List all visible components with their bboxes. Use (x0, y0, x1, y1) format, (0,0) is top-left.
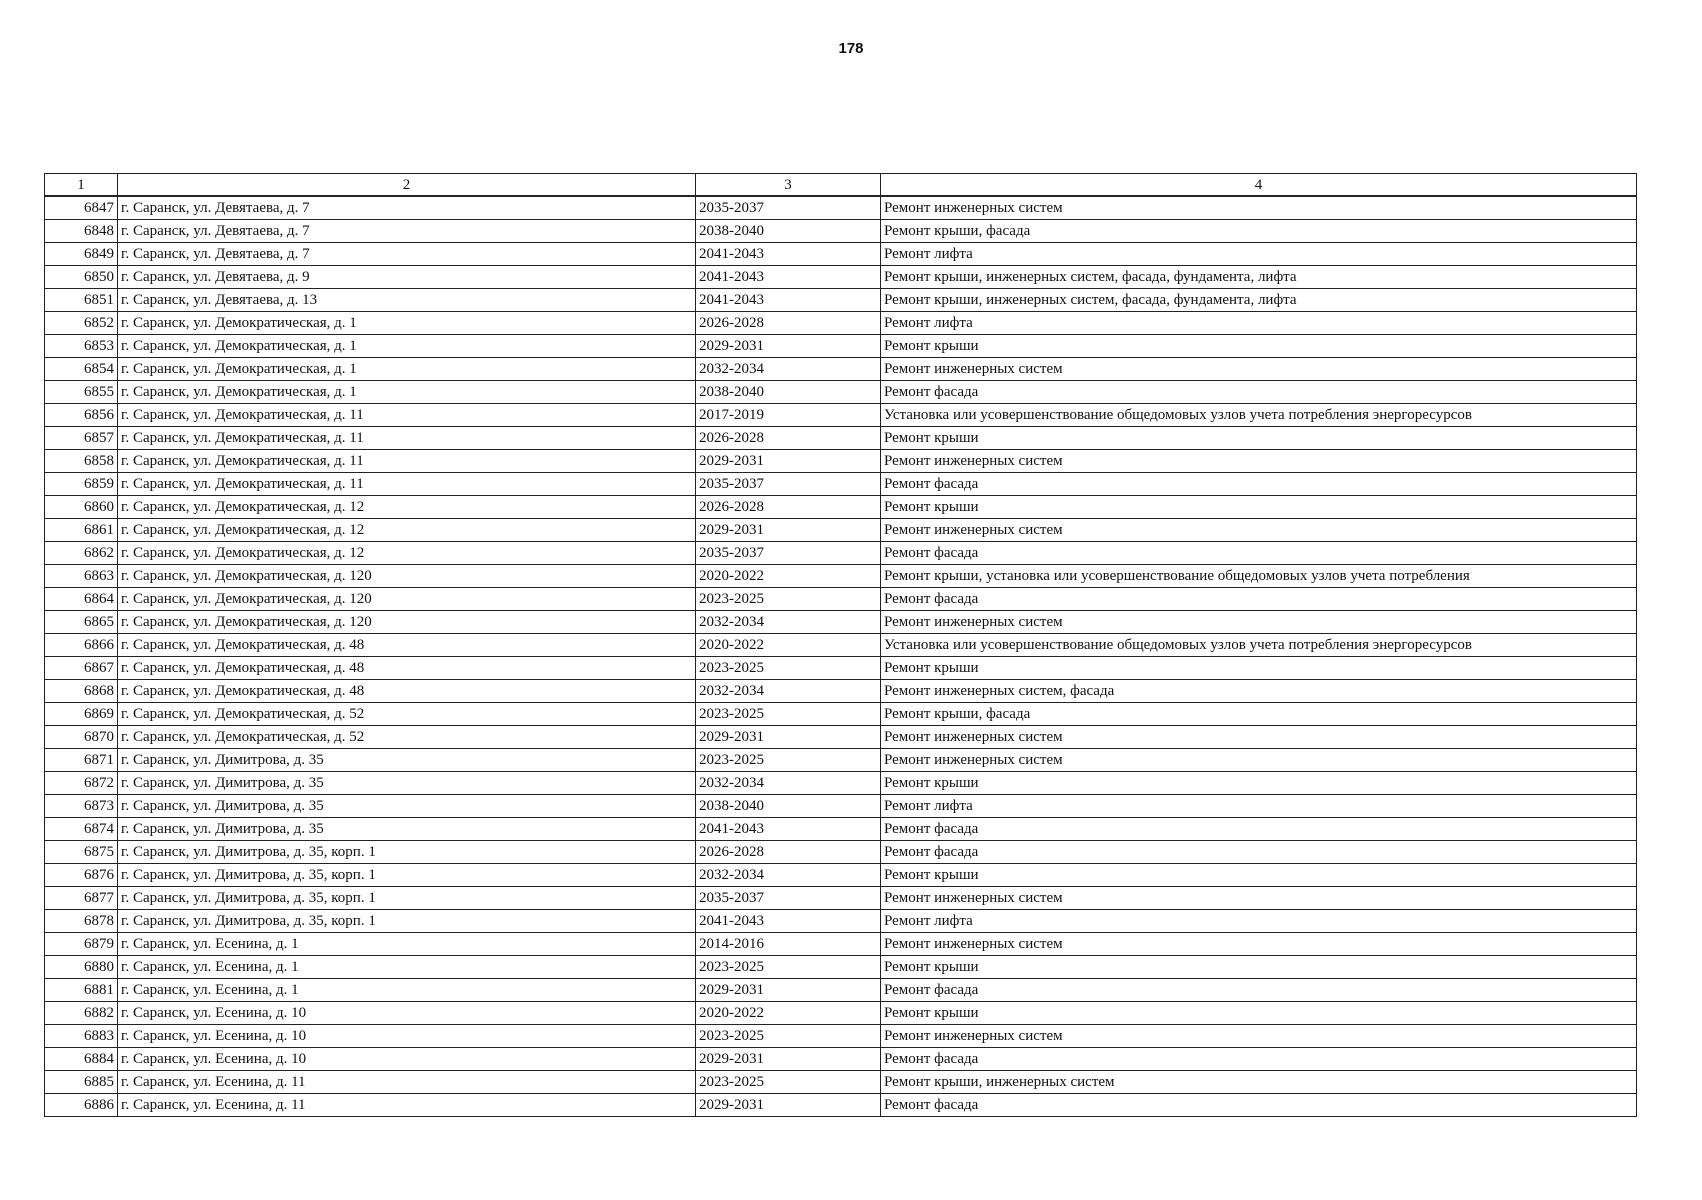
table-row (45, 795, 1637, 818)
table-row (45, 289, 1637, 312)
work-type-cell: Ремонт крыши (881, 657, 1637, 680)
table-row (45, 864, 1637, 887)
column-header-1: 1 (45, 174, 118, 197)
address-cell: г. Саранск, ул. Димитрова, д. 35 (118, 795, 696, 818)
period-cell: 2023-2025 (696, 749, 881, 772)
address-cell: г. Саранск, ул. Демократическая, д. 120 (118, 588, 696, 611)
row-number-cell: 6867 (45, 657, 118, 680)
work-type-cell: Установка или усовершенствование общедомовых узлов учета потребления энергоресурсов (881, 634, 1637, 657)
work-type-cell: Ремонт крыши, инженерных систем (881, 1071, 1637, 1094)
work-type-cell: Ремонт фасада (881, 588, 1637, 611)
period-cell: 2023-2025 (696, 657, 881, 680)
row-number-cell: 6858 (45, 450, 118, 473)
address-cell: г. Саранск, ул. Девятаева, д. 13 (118, 289, 696, 312)
work-type-cell: Ремонт инженерных систем (881, 519, 1637, 542)
work-type-cell: Ремонт крыши, инженерных систем, фасада, фундамента, лифта (881, 266, 1637, 289)
work-type-cell: Ремонт лифта (881, 243, 1637, 266)
work-type-cell: Ремонт фасада (881, 841, 1637, 864)
work-type-cell: Ремонт крыши, фасада (881, 703, 1637, 726)
table-row (45, 266, 1637, 289)
row-number-cell: 6849 (45, 243, 118, 266)
table-row (45, 611, 1637, 634)
table-row (45, 657, 1637, 680)
row-number-cell: 6883 (45, 1025, 118, 1048)
work-type-cell: Ремонт инженерных систем (881, 611, 1637, 634)
address-cell: г. Саранск, ул. Демократическая, д. 11 (118, 427, 696, 450)
period-cell: 2029-2031 (696, 1048, 881, 1071)
period-cell: 2032-2034 (696, 680, 881, 703)
row-number-cell: 6885 (45, 1071, 118, 1094)
period-cell: 2026-2028 (696, 496, 881, 519)
address-cell: г. Саранск, ул. Демократическая, д. 1 (118, 381, 696, 404)
period-cell: 2014-2016 (696, 933, 881, 956)
work-type-cell: Ремонт лифта (881, 312, 1637, 335)
table-row (45, 473, 1637, 496)
row-number-cell: 6866 (45, 634, 118, 657)
table-row (45, 1048, 1637, 1071)
address-cell: г. Саранск, ул. Девятаева, д. 7 (118, 196, 696, 220)
table-row (45, 404, 1637, 427)
repair-schedule-table (44, 173, 1637, 1117)
table-row (45, 887, 1637, 910)
table-body (45, 196, 1637, 1117)
row-number-cell: 6876 (45, 864, 118, 887)
row-number-cell: 6878 (45, 910, 118, 933)
work-type-cell: Ремонт фасада (881, 381, 1637, 404)
address-cell: г. Саранск, ул. Есенина, д. 1 (118, 979, 696, 1002)
work-type-cell: Ремонт крыши (881, 864, 1637, 887)
table-row (45, 588, 1637, 611)
work-type-cell: Ремонт крыши (881, 956, 1637, 979)
table-row (45, 680, 1637, 703)
table-row (45, 335, 1637, 358)
address-cell: г. Саранск, ул. Есенина, д. 11 (118, 1094, 696, 1117)
column-header-2: 2 (118, 174, 696, 197)
period-cell: 2029-2031 (696, 450, 881, 473)
table-row (45, 427, 1637, 450)
address-cell: г. Саранск, ул. Демократическая, д. 120 (118, 611, 696, 634)
period-cell: 2041-2043 (696, 818, 881, 841)
row-number-cell: 6861 (45, 519, 118, 542)
row-number-cell: 6882 (45, 1002, 118, 1025)
row-number-cell: 6875 (45, 841, 118, 864)
table-row (45, 312, 1637, 335)
work-type-cell: Ремонт инженерных систем (881, 887, 1637, 910)
work-type-cell: Установка или усовершенствование общедомовых узлов учета потребления энергоресурсов (881, 404, 1637, 427)
period-cell: 2023-2025 (696, 1025, 881, 1048)
table-row (45, 749, 1637, 772)
table-row (45, 243, 1637, 266)
address-cell: г. Саранск, ул. Есенина, д. 1 (118, 933, 696, 956)
address-cell: г. Саранск, ул. Демократическая, д. 11 (118, 450, 696, 473)
address-cell: г. Саранск, ул. Демократическая, д. 120 (118, 565, 696, 588)
work-type-cell: Ремонт лифта (881, 910, 1637, 933)
work-type-cell: Ремонт инженерных систем (881, 749, 1637, 772)
address-cell: г. Саранск, ул. Есенина, д. 10 (118, 1048, 696, 1071)
period-cell: 2020-2022 (696, 1002, 881, 1025)
work-type-cell: Ремонт фасада (881, 542, 1637, 565)
work-type-cell: Ремонт крыши, инженерных систем, фасада, фундамента, лифта (881, 289, 1637, 312)
table-row (45, 818, 1637, 841)
address-cell: г. Саранск, ул. Демократическая, д. 11 (118, 473, 696, 496)
work-type-cell: Ремонт фасада (881, 1048, 1637, 1071)
work-type-cell: Ремонт инженерных систем (881, 1025, 1637, 1048)
table-row (45, 726, 1637, 749)
column-header-4: 4 (881, 174, 1637, 197)
table-row (45, 979, 1637, 1002)
address-cell: г. Саранск, ул. Есенина, д. 10 (118, 1002, 696, 1025)
period-cell: 2023-2025 (696, 588, 881, 611)
address-cell: г. Саранск, ул. Демократическая, д. 48 (118, 634, 696, 657)
address-cell: г. Саранск, ул. Демократическая, д. 12 (118, 496, 696, 519)
address-cell: г. Саранск, ул. Димитрова, д. 35, корп. 1 (118, 910, 696, 933)
address-cell: г. Саранск, ул. Демократическая, д. 52 (118, 703, 696, 726)
address-cell: г. Саранск, ул. Девятаева, д. 9 (118, 266, 696, 289)
period-cell: 2035-2037 (696, 196, 881, 220)
row-number-cell: 6851 (45, 289, 118, 312)
period-cell: 2029-2031 (696, 519, 881, 542)
address-cell: г. Саранск, ул. Есенина, д. 10 (118, 1025, 696, 1048)
row-number-cell: 6865 (45, 611, 118, 634)
period-cell: 2026-2028 (696, 427, 881, 450)
period-cell: 2041-2043 (696, 289, 881, 312)
address-cell: г. Саранск, ул. Девятаева, д. 7 (118, 220, 696, 243)
period-cell: 2026-2028 (696, 841, 881, 864)
work-type-cell: Ремонт крыши, установка или усовершенствование общедомовых узлов учета потребления (881, 565, 1637, 588)
work-type-cell: Ремонт крыши (881, 427, 1637, 450)
work-type-cell: Ремонт крыши, фасада (881, 220, 1637, 243)
period-cell: 2032-2034 (696, 611, 881, 634)
address-cell: г. Саранск, ул. Демократическая, д. 52 (118, 726, 696, 749)
work-type-cell: Ремонт фасада (881, 1094, 1637, 1117)
work-type-cell: Ремонт крыши (881, 335, 1637, 358)
row-number-cell: 6874 (45, 818, 118, 841)
table-header (45, 174, 1637, 197)
table-row (45, 1025, 1637, 1048)
period-cell: 2032-2034 (696, 358, 881, 381)
work-type-cell: Ремонт инженерных систем (881, 726, 1637, 749)
period-cell: 2035-2037 (696, 542, 881, 565)
address-cell: г. Саранск, ул. Демократическая, д. 1 (118, 358, 696, 381)
address-cell: г. Саранск, ул. Демократическая, д. 1 (118, 335, 696, 358)
work-type-cell: Ремонт крыши (881, 1002, 1637, 1025)
row-number-cell: 6877 (45, 887, 118, 910)
address-cell: г. Саранск, ул. Демократическая, д. 12 (118, 519, 696, 542)
table-row (45, 519, 1637, 542)
address-cell: г. Саранск, ул. Димитрова, д. 35, корп. 1 (118, 887, 696, 910)
column-header-3: 3 (696, 174, 881, 197)
period-cell: 2041-2043 (696, 910, 881, 933)
period-cell: 2038-2040 (696, 795, 881, 818)
period-cell: 2023-2025 (696, 1071, 881, 1094)
period-cell: 2020-2022 (696, 565, 881, 588)
period-cell: 2035-2037 (696, 473, 881, 496)
row-number-cell: 6856 (45, 404, 118, 427)
table-row (45, 542, 1637, 565)
work-type-cell: Ремонт фасада (881, 818, 1637, 841)
work-type-cell: Ремонт крыши (881, 496, 1637, 519)
table-row (45, 634, 1637, 657)
row-number-cell: 6863 (45, 565, 118, 588)
row-number-cell: 6857 (45, 427, 118, 450)
row-number-cell: 6871 (45, 749, 118, 772)
table-row (45, 1071, 1637, 1094)
table-row (45, 565, 1637, 588)
row-number-cell: 6868 (45, 680, 118, 703)
work-type-cell: Ремонт лифта (881, 795, 1637, 818)
row-number-cell: 6880 (45, 956, 118, 979)
table-row (45, 450, 1637, 473)
address-cell: г. Саранск, ул. Димитрова, д. 35 (118, 749, 696, 772)
address-cell: г. Саранск, ул. Димитрова, д. 35 (118, 772, 696, 795)
period-cell: 2029-2031 (696, 1094, 881, 1117)
address-cell: г. Саранск, ул. Есенина, д. 1 (118, 956, 696, 979)
work-type-cell: Ремонт фасада (881, 979, 1637, 1002)
work-type-cell: Ремонт инженерных систем (881, 450, 1637, 473)
period-cell: 2023-2025 (696, 703, 881, 726)
row-number-cell: 6847 (45, 196, 118, 220)
period-cell: 2017-2019 (696, 404, 881, 427)
period-cell: 2038-2040 (696, 381, 881, 404)
row-number-cell: 6872 (45, 772, 118, 795)
address-cell: г. Саранск, ул. Димитрова, д. 35, корп. 1 (118, 864, 696, 887)
row-number-cell: 6879 (45, 933, 118, 956)
address-cell: г. Саранск, ул. Демократическая, д. 48 (118, 657, 696, 680)
period-cell: 2038-2040 (696, 220, 881, 243)
work-type-cell: Ремонт инженерных систем (881, 358, 1637, 381)
address-cell: г. Саранск, ул. Демократическая, д. 11 (118, 404, 696, 427)
address-cell: г. Саранск, ул. Демократическая, д. 12 (118, 542, 696, 565)
period-cell: 2032-2034 (696, 864, 881, 887)
period-cell: 2026-2028 (696, 312, 881, 335)
period-cell: 2041-2043 (696, 243, 881, 266)
work-type-cell: Ремонт инженерных систем (881, 933, 1637, 956)
address-cell: г. Саранск, ул. Есенина, д. 11 (118, 1071, 696, 1094)
table-row (45, 933, 1637, 956)
table-row (45, 841, 1637, 864)
table-row (45, 1002, 1637, 1025)
row-number-cell: 6852 (45, 312, 118, 335)
page-number: 178 (838, 40, 864, 57)
work-type-cell: Ремонт фасада (881, 473, 1637, 496)
period-cell: 2029-2031 (696, 335, 881, 358)
address-cell: г. Саранск, ул. Димитрова, д. 35 (118, 818, 696, 841)
row-number-cell: 6853 (45, 335, 118, 358)
row-number-cell: 6862 (45, 542, 118, 565)
table-row (45, 358, 1637, 381)
address-cell: г. Саранск, ул. Димитрова, д. 35, корп. 1 (118, 841, 696, 864)
table-row (45, 703, 1637, 726)
row-number-cell: 6850 (45, 266, 118, 289)
row-number-cell: 6864 (45, 588, 118, 611)
header-row (45, 174, 1637, 197)
work-type-cell: Ремонт крыши (881, 772, 1637, 795)
period-cell: 2023-2025 (696, 956, 881, 979)
address-cell: г. Саранск, ул. Девятаева, д. 7 (118, 243, 696, 266)
row-number-cell: 6855 (45, 381, 118, 404)
table-row (45, 496, 1637, 519)
row-number-cell: 6873 (45, 795, 118, 818)
period-cell: 2029-2031 (696, 726, 881, 749)
table-row (45, 772, 1637, 795)
row-number-cell: 6859 (45, 473, 118, 496)
table-row (45, 956, 1637, 979)
row-number-cell: 6881 (45, 979, 118, 1002)
period-cell: 2041-2043 (696, 266, 881, 289)
table-row (45, 220, 1637, 243)
table-row (45, 381, 1637, 404)
address-cell: г. Саранск, ул. Демократическая, д. 1 (118, 312, 696, 335)
period-cell: 2029-2031 (696, 979, 881, 1002)
row-number-cell: 6854 (45, 358, 118, 381)
row-number-cell: 6884 (45, 1048, 118, 1071)
table-row (45, 910, 1637, 933)
row-number-cell: 6870 (45, 726, 118, 749)
table-row (45, 196, 1637, 220)
period-cell: 2035-2037 (696, 887, 881, 910)
period-cell: 2032-2034 (696, 772, 881, 795)
row-number-cell: 6860 (45, 496, 118, 519)
work-type-cell: Ремонт инженерных систем (881, 196, 1637, 220)
row-number-cell: 6869 (45, 703, 118, 726)
work-type-cell: Ремонт инженерных систем, фасада (881, 680, 1637, 703)
period-cell: 2020-2022 (696, 634, 881, 657)
row-number-cell: 6848 (45, 220, 118, 243)
table-row (45, 1094, 1637, 1117)
row-number-cell: 6886 (45, 1094, 118, 1117)
address-cell: г. Саранск, ул. Демократическая, д. 48 (118, 680, 696, 703)
